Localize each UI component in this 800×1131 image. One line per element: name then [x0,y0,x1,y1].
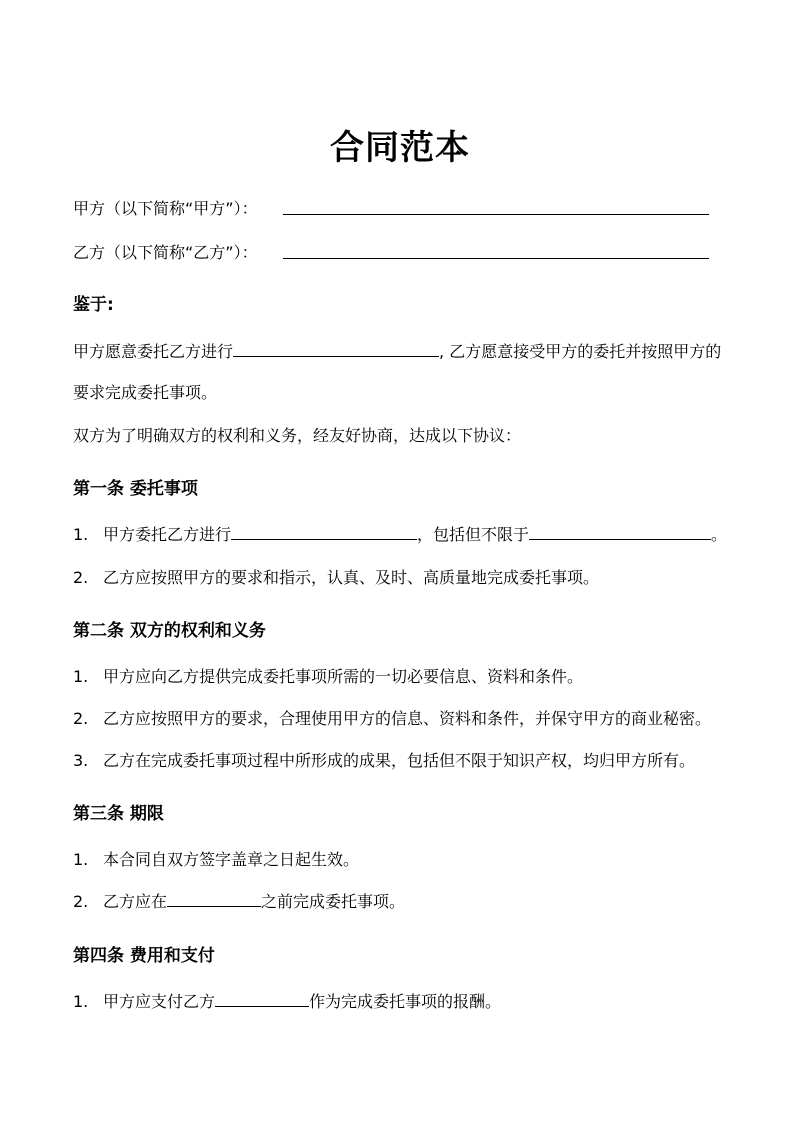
whereas-paragraph-line1 [73,339,721,362]
party-a-blank[interactable] [283,214,709,215]
party-a-label: 甲方（以下简称“甲方”）： [73,199,258,218]
list-number: 1. [73,850,89,869]
whereas-line1-before: 甲方愿意委托乙方进行 [73,342,234,361]
entrust-task-blank[interactable] [233,339,439,357]
article1-item2-text: 乙方应按照甲方的要求和指示，认真、及时、高质量地完成委托事项。 [103,568,600,587]
list-number: 1. [73,667,89,686]
list-number: 1. [73,525,89,544]
article2-item3-text: 乙方在完成委托事项过程中所形成的成果，包括但不限于知识产权，均归甲方所有。 [103,751,696,770]
article2-item3 [73,748,695,771]
article1-item1-before: 甲方委托乙方进行 [103,525,232,544]
party-b-label: 乙方（以下简称“乙方”）： [73,243,258,262]
article3-heading: 第三条 期限 [73,804,164,824]
article4-item1-before: 甲方应支付乙方 [103,992,216,1011]
article2-item2 [73,706,711,729]
article1-scope-blank[interactable] [529,522,711,540]
whereas-heading: 鉴于: [73,295,114,315]
article2-item2-text: 乙方应按照甲方的要求，合理使用甲方的信息、资料和条件，并保守甲方的商业秘密。 [103,709,712,728]
article4-item1 [73,989,501,1012]
article4-item1-after: 作为完成委托事项的报酬。 [309,992,502,1011]
list-number: 2. [73,568,89,587]
deadline-blank[interactable] [167,889,261,907]
article1-heading: 第一条 委托事项 [73,479,198,499]
article2-item1-text: 甲方应向乙方提供完成委托事项所需的一切必要信息、资料和条件。 [103,667,584,686]
payment-amount-blank[interactable] [215,989,309,1007]
whereas-line1-after: , 乙方愿意接受甲方的委托并按照甲方的 [439,342,722,361]
list-number: 2. [73,709,89,728]
article3-item1 [73,847,359,870]
list-number: 2. [73,892,89,911]
article3-item2 [73,889,405,912]
list-number: 3. [73,751,89,770]
article1-task-blank[interactable] [231,522,417,540]
article1-item1-end: 。 [711,525,728,544]
article1-item1-middle: ，包括但不限于 [417,525,530,544]
page-title: 合同范本 [330,128,470,168]
article3-item1-text: 本合同自双方签字盖章之日起生效。 [103,850,360,869]
whereas-paragraph-line3: 双方为了明确双方的权利和义务，经友好协商，达成以下协议： [73,426,522,445]
article2-heading: 第二条 双方的权利和义务 [73,621,266,641]
list-number: 1. [73,992,89,1011]
article3-item2-after: 之前完成委托事项。 [261,892,406,911]
article3-item2-before: 乙方应在 [103,892,168,911]
article2-item1 [73,664,583,687]
article1-item1 [73,522,727,545]
article4-heading: 第四条 费用和支付 [73,946,215,966]
party-b-blank[interactable] [283,258,709,259]
whereas-paragraph-line2: 要求完成委托事项。 [73,383,218,402]
article1-item2 [73,565,599,588]
